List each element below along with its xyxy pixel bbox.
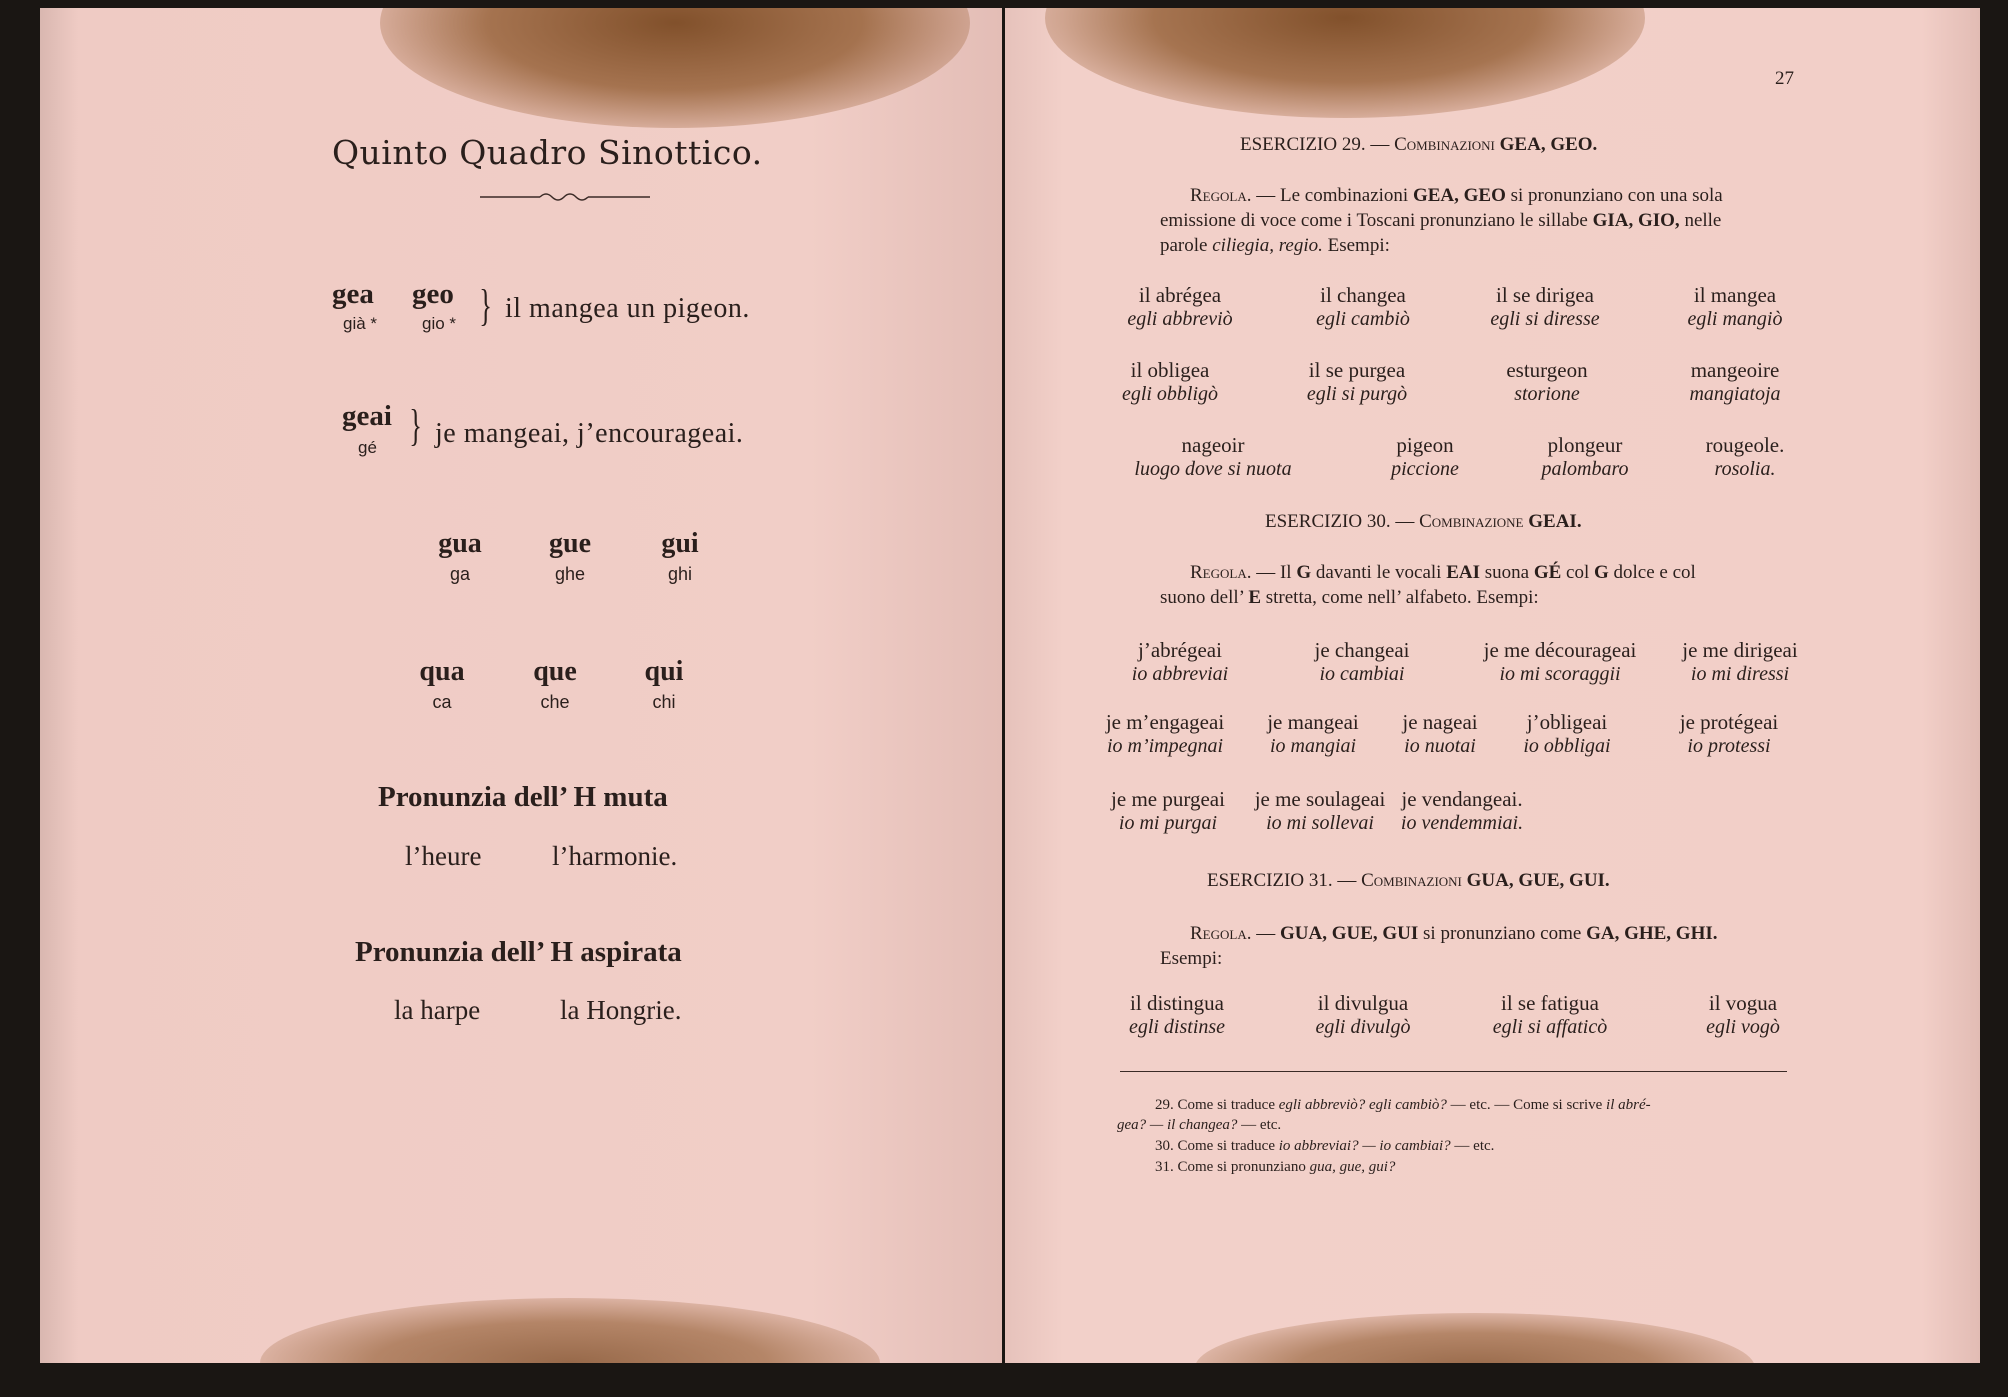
italian-translation: piccione [1391,458,1459,480]
italian-translation: io mi scoraggii [1499,663,1621,685]
exercise-heading: ESERCIZIO 29. — Combinazioni GEA, GEO. [1240,134,1598,155]
french-word: je mangeai [1267,710,1359,734]
example-pair [1620,283,1850,331]
italian-translation: egli distinse [1128,1016,1226,1038]
syllable-pair: qui chi [644,656,684,712]
water-stain [1045,8,1645,118]
italian-translation: egli divulgò [1315,1016,1411,1038]
french-word: il abrégea [1138,283,1222,307]
syllable-note: già * [343,314,378,333]
syllable-pair: que che [533,656,577,712]
italian-translation: io m’impegnai [1106,735,1224,757]
water-stain [380,8,970,128]
italian-translation: egli vogò [1706,1016,1780,1038]
italian-translation: io nuotai [1404,735,1476,757]
italian-translation: egli obbligò [1121,383,1219,405]
italian-translation: egli si diresse [1490,308,1600,330]
syllable-pair: gua ga [438,528,482,584]
syllable-geai: geai [342,400,392,432]
italian-translation: io mangiai [1269,735,1357,757]
syllable-pair: gue ghe [549,528,591,584]
french-word: plongeur [1547,433,1623,457]
water-stain [1195,1313,1755,1363]
syllable-pair: qua ca [419,656,465,712]
example-pair [1630,433,1860,481]
example-pair [1625,638,1855,686]
footnote-29: 29. Come si traduce egli abbreviò? egli cambiò? — etc. — Come si scrive il abré- [1155,1097,1651,1113]
italian-translation: egli si affaticò [1492,1016,1608,1038]
footnote-30: 30. Come si traduce io abbreviai? — io cambiai? — etc. [1155,1138,1495,1154]
brace-icon: } [479,281,492,330]
example-word: la Hongrie. [560,995,682,1025]
italian-translation: mangiatoja [1689,383,1781,405]
italian-translation: egli si purgò [1306,383,1408,405]
french-word: j’abrégeai [1138,638,1222,662]
syllable-gea: gea [332,278,374,310]
example-word: la harpe [394,995,481,1025]
rule-paragraph: Regola. — Il G davanti le vocali EAI suona GÉ col G dolce e col suono dell’ E stretta, come nell’ alfabeto. Esempi: [1160,562,1696,608]
example-pair [1347,787,1577,835]
italian-translation: io vendemmiai. [1400,812,1524,834]
example-pair [1628,991,1858,1039]
french-word: je nageai [1402,710,1478,734]
french-word: je protégeai [1679,710,1779,734]
french-word: je me purgeai [1111,787,1225,811]
french-word: nageoir [1181,433,1245,457]
french-word: je changeai [1314,638,1410,662]
rule-paragraph: Regola. — Le combinazioni GEA, GEO si pronunziano con una sola emissione di voce come i Toscani pronunziano le sillabe GIA, GIO, nelle parole ciliegia, regio. Esempi: [1160,185,1723,256]
brace-icon: } [409,401,422,450]
french-word: je m’engageai [1105,710,1225,734]
french-word: il se purgea [1308,358,1406,382]
section-heading: Pronunzia dell’ H aspirata [355,936,682,968]
french-word: j’obligeai [1526,710,1608,734]
french-word: je me dirigeai [1682,638,1798,662]
french-word: il changea [1320,283,1406,307]
example-pair [1098,433,1328,481]
italian-translation: egli mangiò [1687,308,1783,330]
page-title: Quinto Quadro Sinottico. [332,133,763,172]
rule-paragraph: Regola. — GUA, GUE, GUI si pronunziano come GA, GHE, GHI. Esempi: [1160,923,1718,969]
french-word: je me décourageai [1483,638,1637,662]
italian-translation: egli abbreviò [1127,308,1233,330]
italian-translation: luogo dove si nuota [1134,458,1292,480]
water-stain [260,1298,880,1363]
italian-translation: rosolia. [1714,458,1776,480]
italian-translation: io obbligai [1523,735,1611,757]
french-word: pigeon [1396,433,1454,457]
syllable-geo: geo [412,278,454,310]
french-word: il vogua [1708,991,1778,1015]
french-word: mangeoire [1690,358,1780,382]
example-pair [1620,358,1850,406]
french-word: il divulgua [1317,991,1409,1015]
exercise-heading: ESERCIZIO 30. — Combinazione GEAI. [1265,511,1582,532]
french-word: rougeole. [1705,433,1785,457]
italian-translation: io mi diressi [1690,663,1790,685]
footnote-rule [1120,1071,1787,1072]
example-pair [1614,710,1844,758]
french-word: je vendangeai. [1401,787,1523,811]
footnote-31: 31. Come si pronunziano gua, gue, gui? [1155,1159,1396,1175]
syllable-note: gé [358,438,377,457]
example-text: il mangea un pigeon. [505,293,750,324]
syllable-note: gio * [422,314,457,333]
italian-translation: io cambiai [1319,663,1405,685]
french-word: je me soulageai [1254,787,1386,811]
french-word: esturgeon [1506,358,1588,382]
italian-translation: palombaro [1541,458,1629,480]
example-word: l’harmonie. [552,841,678,871]
italian-translation: io mi purgai [1118,812,1218,834]
example-text: je mangeai, j’encourageai. [435,418,744,449]
syllable-pair: gui ghi [661,528,699,584]
footnote-29-cont: gea? — il changea? — etc. [1117,1117,1282,1133]
exercise-heading: ESERCIZIO 31. — Combinazioni GUA, GUE, GUI. [1207,870,1610,891]
french-word: il mangea [1693,283,1777,307]
italian-translation: io mi sollevai [1266,812,1374,834]
italian-translation: egli cambiò [1316,308,1410,330]
french-word: il se dirigea [1496,283,1594,307]
ornament-divider [480,190,650,204]
italian-translation: storione [1514,383,1580,405]
example-word: l’heure [405,841,482,871]
example-pair [1247,638,1477,686]
left-page [40,8,1002,1363]
italian-translation: io protessi [1687,735,1771,757]
french-word: il se fatigua [1501,991,1599,1015]
page-number: 27 [1775,68,1794,89]
french-word: il distingua [1130,991,1224,1015]
right-page [1005,8,1980,1363]
section-heading: Pronunzia dell’ H muta [378,781,668,813]
french-word: il obligea [1130,358,1210,382]
italian-translation: io abbreviai [1131,663,1229,685]
